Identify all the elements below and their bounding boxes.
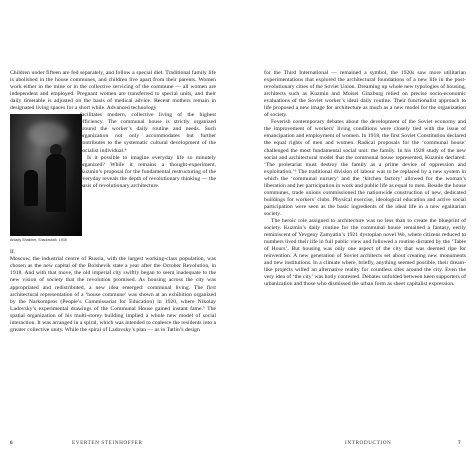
author-running-head: EVERTEN STEINHOFFER: [72, 440, 143, 446]
section-number: II.: [10, 249, 16, 256]
left-footer: [10, 440, 13, 446]
left-paragraph-2: Moscow, the industrial centre of Russia, with the largest working-class population, was chosen as the new capital of the Bolshevik state a year after the October Revolution, in 1918. And with that move, the old imperial city swiftly began to seem inadequate to the new vision of society that the revolution promised. As housing across the city was appropriated and redistributed, a new idea emerged: communal living. The first architectural representation of a ‘house commune’ was shown at an exhibition organized by the Narkompros (People’s Commissariat for Education) in 1920, where Nikolay Ladovsky’s experimental drawings of the Communal House gained instant fame.⁵ The spatial organization of his multi-storey building implied a whole new model of social interaction. It was arranged in a spiral, which was intended to coalesce the residents into a greater collective unity. While the spiral of Ladovsky’s plan — as in Tatlin’s design: [10, 256, 216, 333]
photo-figure-left: [24, 170, 38, 206]
shadow-photograph: [10, 114, 82, 236]
photo-figure-right: [46, 154, 66, 212]
right-paragraph-3: The heroic role assigned to architecture was no less than to create the blueprint of society. Kuzmin’s daily routine for the communal house remained a fantasy, eerily reminiscent of Yevgeny Zamyatin’s 1921 dystopian novel We, where citizens reduced to numbers lived their life in full public view and followed a routine dictated by the ‘Table of Hours’. But housing was only one aspect of the city that was deemed ripe for reinvention. A new generation of Soviet architects set about creating new monuments and new institutions. In a climate where, briefly, anything seemed possible, their dream-like projects willed an alternative reality for countless sites around the city. Even the very idea of ‘the city’ was hotly contested. Debates unfolded between keen supporters of urbanization and those who dismissed the urban form as sheer capitalist expression.: [264, 217, 466, 288]
wrapped-text: [80, 112, 216, 190]
section-running-head: INTRODUCTION: [345, 440, 392, 446]
left-running-head: [72, 440, 143, 446]
right-paragraph-2: Feverish contemporary debates about the development of the Soviet economy and the improvement of workers’ living conditions were closely tied with the issue of emancipation and employment of women. In 1918, the first Soviet Constitution declared the equal rights of men and women. Radical proposals for the ‘communal house’ challenged the most fundamental social unit: the family. In his 1928 study of the new social and architectural model that the communal house represented, Kuzmin declared: ‘The proletariat must destroy the family as a prime device of oppression and exploitation.’⁶ The traditional division of labour was to be replaced by a new system in which the ‘communal nursery’ and the ‘kitchen factory’ allowed for the woman’s liberation and her participation in work and public life as equal to men. Beside the house communes, trade unions commissioned the nationwide construction of new, dedicated buildings for workers’ clubs. Physical exercise, ideological education and active social participation were seen as the basic ingredients of the ideal life in a new egalitarian society.: [264, 119, 466, 217]
image-text-wrap: [10, 112, 216, 246]
right-paragraph-1: for the Third International — remained a symbol, the 1920s saw more utilitarian experimentations that explored the architectural foundations of a new life in the post-revolutionary cities of the Soviet Union. Dreaming up whole new typologies of housing, architects such as Kuzmin and Moisei Ginzburg relied on precise socio-economic evaluations of the Soviet worker’s ideal daily routine. Their functionalist approach to life proposed a new image for architecture as much as a new model for the organization of society.: [264, 70, 466, 119]
left-page-column: [10, 70, 216, 334]
right-page-number: 7: [458, 440, 461, 446]
right-running-head: [345, 440, 391, 446]
left-paragraph-1: Children under fifteen are fed separately, and follow a special diet. Traditional family life is abolished in the house communes, and children live apart from their parents. Women work either in the mine or in the collective servicing of the commune — all women are independent and employed. Pregnant women are transferred to special units, and their daily timetable is adjusted on the basis of medical advice. Recent mothers remain in designated living spaces for a short while. Advanced technology: [10, 70, 216, 112]
right-page-column: [264, 70, 466, 288]
left-page-number: 6: [10, 440, 13, 446]
wrapped-paragraph-1: facilitates modern, collective living of the highest efficiency. The communal house is strictly organized around the worker’s daily routine and needs. Such organization not only accommodates but further contributes to the systematic cultural development of the socialist individual.⁴: [80, 112, 216, 154]
right-footer: [458, 440, 461, 446]
photo-light-patch: [28, 122, 68, 146]
photo-caption: Arkady Shaikhet, Shadowtalk, 1935: [10, 238, 67, 243]
wrapped-paragraph-2: Is it possible to imagine everyday life so minutely organized? While it remains a thought-experiment, Kuzmin’s proposal for the fundamental restructuring of the everyday reveals the depth of revolutionary thinking — the basis of revolutionary architecture.: [80, 154, 216, 189]
